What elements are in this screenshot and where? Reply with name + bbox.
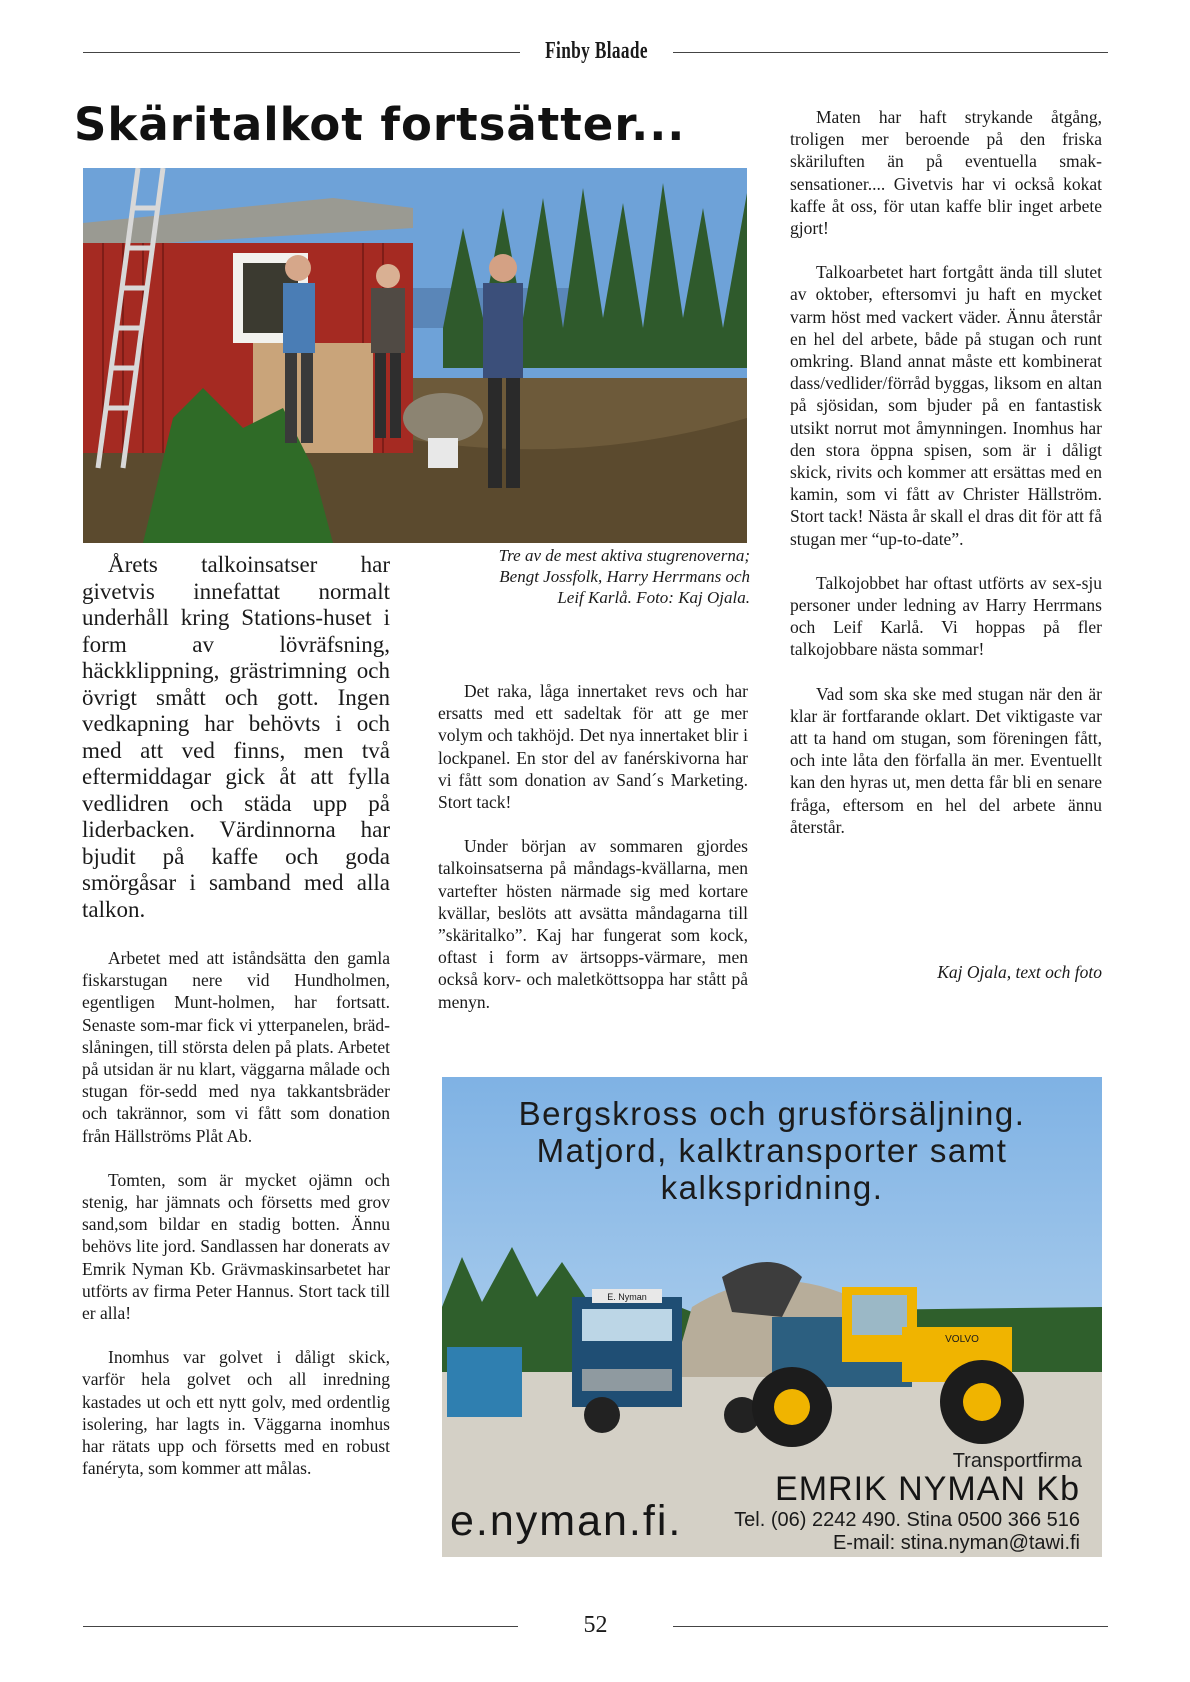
company-name: EMRIK NYMAN Kb	[775, 1470, 1080, 1508]
footer-rule-right	[673, 1626, 1108, 1627]
ad-headline-line: kalkspridning.	[660, 1169, 884, 1206]
paragraph: Vad som ska ske med stugan när den är klar är fortfarande oklart. Det viktigaste var att ta hand om stugan, som föreningen fått, och inte låta den förfalla än mer. Eventuellt kan den hyras ut, men detta får bli en senare fråga, eftersom en hel del arbete ännu återstår.	[790, 683, 1102, 837]
company-email: E-mail: stina.nyman@tawi.fi	[832, 1532, 1080, 1554]
column-2	[438, 680, 748, 1035]
truck-plate-text: E. Nyman	[607, 1292, 647, 1302]
masthead: Finby Blaade	[545, 38, 648, 64]
loader-window	[852, 1295, 907, 1335]
caption-line: Bengt Jossfolk, Harry Herrmans och	[499, 567, 750, 586]
boulder	[403, 393, 483, 443]
ad-headline-line: Matjord, kalktransporter samt	[536, 1132, 1008, 1169]
lead-paragraph: Årets talkoinsatser har givetvis innefattat normalt underhåll kring Stations-huset i form av lövräfsning, häckklippning, grästrimning och övrigt smått och gott. Ingen vedkapning har behövts i och med att ved finns, men två eftermiddagar gick åt att fylla vedlidren och städa upp på liderbacken. Värdinnorna har bjudit på kaffe och goda smörgåsar i samband med alla talkon.	[82, 552, 390, 922]
loader-hub	[963, 1383, 1001, 1421]
truck-grille	[582, 1369, 672, 1391]
column-1	[82, 552, 390, 1501]
paragraph: Arbetet med att iståndsätta den gamla fiskarstugan nere vid Hundholmen, egentligen Munt-holmen, har fortsatt. Senaste som-mar fick vi ytterpanelen, bräd-slåningen, till största delen på plats. Arbetet på utsidan är nu klart, väggarna målade och stugan för-sedd med nya takkantsbräder och takrännor, som vi fått som donation från Hällströms Plåt Ab.	[82, 948, 390, 1146]
paragraph: Maten har haft strykande åtgång, troligen mer beroende på den friska skäriluften än på eventuella smak-sensationer.... Givetvis har vi också kokat kaffe åt oss, för utan kaffe blir inget arbete gjort!	[790, 107, 1102, 239]
caption-line: Leif Karlå. Foto: Kaj Ojala.	[557, 588, 750, 607]
photo-illustration	[83, 168, 747, 543]
paragraph: Under början av sommaren gjordes talkoinsatserna på måndags-kvällarna, men vartefter hösten närmade sig med kortare kvällar, beslöts att avsätta måndagarna till ”skäritalko”. Kaj har fungerat som kock, oftast i form av ärtsopps-värmare, men också korv- och maletköttsoppa har stått på menyn.	[438, 836, 748, 1012]
container	[447, 1347, 522, 1417]
loader-brand: VOLVO	[945, 1334, 979, 1345]
header-rule-right	[673, 52, 1108, 53]
column-3	[790, 106, 1102, 860]
company-phone: Tel. (06) 2242 490. Stina 0500 366 516	[734, 1509, 1080, 1531]
page-footer	[83, 1612, 1108, 1642]
paragraph: Talkoarbetet hart fortgått ända till slutet av oktober, eftersomvi ju haft en mycket varm höst med vackert väder. Ännu återstår en hel del arbete, både på stugan och runt omkring. Bland annat måste ett kombinerat dass/vedlider/förråd byggas, liksom en altan på sjösidan, som bjuder på en fantastisk utsikt norrut mot åmynningen. Inomhus har den stora öppna spisen, som är i dåligt skick, rivits och kommer att ersättas med en kamin, som vi fått av Christer Hällström. Stort tack! Nästa år skall el dras dit för att få stugan mer “up-to-date”.	[790, 262, 1102, 549]
loader-hub	[774, 1389, 810, 1425]
paint-bucket	[428, 438, 458, 468]
author-signature: Kaj Ojala, text och foto	[937, 962, 1102, 982]
paragraph: Talkojobbet har oftast utförts av sex-sju personer under ledning av Harry Herrmans och Leif Karlå. Vi hoppas på fler talkojobbare nästa sommar!	[790, 572, 1102, 660]
article-photo	[83, 168, 747, 543]
company-kind: Transportfirma	[952, 1450, 1082, 1472]
company-url: e.nyman.fi.	[450, 1497, 683, 1545]
page-header	[83, 38, 1108, 68]
truck-wheel	[584, 1397, 620, 1433]
advertisement	[442, 1077, 1102, 1557]
paragraph: Tomten, som är mycket ojämn och stenig, har jämnats och försetts med grov sand,som bildar en stadig botten. Ännu behövs lite jord. Sandlassen har donerats av Emrik Nyman Kb. Grävmaskinsarbetet har utförts av firma Peter Hannus. Stort tack till er alla!	[82, 1169, 390, 1324]
ad-headline	[442, 1095, 1102, 1206]
header-rule-left	[83, 52, 520, 53]
article-headline: Skäritalkot fortsätter...	[74, 98, 686, 151]
photo-caption	[430, 545, 750, 608]
page-number: 52	[583, 1612, 608, 1638]
paragraph: Inomhus var golvet i dåligt skick, varför hela golvet och all inredning kastades ut och ett nytt golv, med ordentlig isolering, har lagts in. Väggarna inomhus har rätats upp och försetts med en robust fanéryta, som kommer att målas.	[82, 1347, 390, 1479]
caption-line: Tre av de mest aktiva stugrenoverna;	[498, 546, 750, 565]
truck-windshield	[582, 1309, 672, 1341]
ad-headline-line: Bergskross och grusförsäljning.	[518, 1095, 1026, 1132]
footer-rule-left	[83, 1626, 518, 1627]
paragraph: Det raka, låga innertaket revs och har ersatts med ett sadeltak för att ge mer volym och takhöjd. Det nya innertaket blir i lockpanel. En stor del av fanérskivorna har vi fått som donation av Sand´s Marketing. Stort tack!	[438, 681, 748, 813]
